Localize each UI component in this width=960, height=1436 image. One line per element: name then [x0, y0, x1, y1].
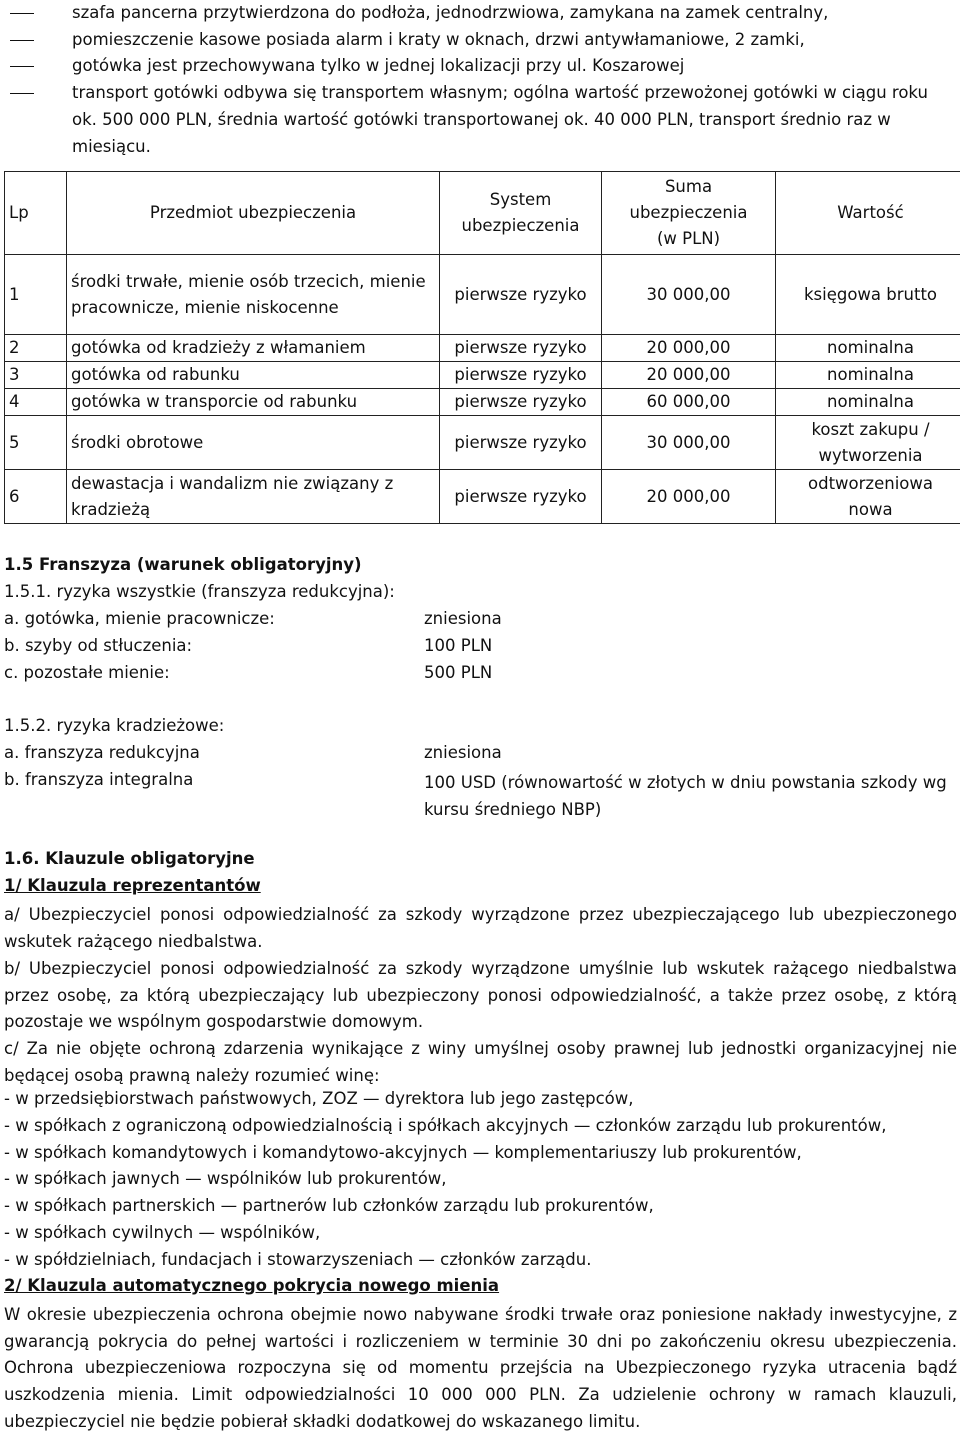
cell-system: pierwsze ryzyko — [440, 362, 602, 389]
list-item: - w spółkach partnerskich — partnerów lub członków zarządu lub prokurentów, — [4, 1196, 654, 1215]
cell-system: pierwsze ryzyko — [440, 470, 602, 524]
cell-lp: 1 — [5, 255, 67, 335]
cell-value: nominalna — [776, 335, 960, 362]
franchise-item-value: 100 USD (równowartość w złotych w dniu powstania szkody wg kursu średniego NBP) — [424, 770, 958, 823]
franchise-sub1-heading: 1.5.1. ryzyka wszystkie (franszyza redukcyjna): — [4, 582, 395, 601]
cell-sum: 30 000,00 — [602, 416, 776, 470]
table-row — [5, 416, 960, 470]
dash-icon — [10, 93, 34, 94]
franchise-item-label: b. szyby od stłuczenia: — [4, 636, 192, 655]
cell-item: dewastacja i wandalizm nie związany z kradzieżą — [67, 470, 440, 524]
cell-lp: 2 — [5, 335, 67, 362]
security-bullet-list — [0, 0, 960, 160]
cell-value: odtworzeniowa nowa — [776, 470, 960, 524]
list-item: - w spółkach z ograniczoną odpowiedzialnością i spółkach akcyjnych — członków zarządu lub prokurentów, — [4, 1116, 886, 1135]
header-sum: Suma ubezpieczenia (w PLN) — [602, 172, 776, 255]
bullet-item: gotówka jest przechowywana tylko w jednej lokalizacji przy ul. Koszarowej — [0, 53, 960, 80]
franchise-item-label: b. franszyza integralna — [4, 770, 193, 789]
table-row — [5, 470, 960, 524]
header-value: Wartość — [776, 172, 960, 255]
franchise-item-value: zniesiona — [424, 609, 502, 628]
cell-lp: 5 — [5, 416, 67, 470]
cell-item: środki trwałe, mienie osób trzecich, mienie pracownicze, mienie niskocenne — [67, 255, 440, 335]
cell-sum: 60 000,00 — [602, 389, 776, 416]
header-system: System ubezpieczenia — [440, 172, 602, 255]
cell-sum: 20 000,00 — [602, 362, 776, 389]
cell-value: księgowa brutto — [776, 255, 960, 335]
table-row — [5, 255, 960, 335]
cell-sum: 30 000,00 — [602, 255, 776, 335]
franchise-item-value: 500 PLN — [424, 663, 492, 682]
cell-sum: 20 000,00 — [602, 470, 776, 524]
table-header-row — [5, 172, 960, 255]
cell-lp: 6 — [5, 470, 67, 524]
franchise-item-label: a. franszyza redukcyjna — [4, 743, 200, 762]
bullet-item: pomieszczenie kasowe posiada alarm i kraty w oknach, drzwi antywłamaniowe, 2 zamki, — [0, 27, 960, 54]
clause-1-paragraph-a: a/ Ubezpieczyciel ponosi odpowiedzialność za szkody wyrządzone przez ubezpieczającego lub ubezpieczonego wskutek rażącego niedbalstwa. — [4, 902, 957, 955]
cell-value: nominalna — [776, 389, 960, 416]
clauses-heading: 1.6. Klauzule obligatoryjne — [4, 849, 255, 868]
table-row — [5, 389, 960, 416]
list-item: - w przedsiębiorstwach państwowych, ZOZ — dyrektora lub jego zastępców, — [4, 1089, 634, 1108]
list-item: - w spółkach jawnych — wspólników lub prokurentów, — [4, 1169, 447, 1188]
bullet-item: szafa pancerna przytwierdzona do podłoża, jednodrzwiowa, zamykana na zamek centralny, — [0, 0, 960, 27]
clause-2-title: 2/ Klauzula automatycznego pokrycia nowego mienia — [4, 1276, 499, 1295]
franchise-heading: 1.5 Franszyza (warunek obligatoryjny) — [4, 555, 362, 574]
cell-item: gotówka w transporcie od rabunku — [67, 389, 440, 416]
list-item: - w spółkach komandytowych i komandytowo-akcyjnych — komplementariuszy lub prokurentów, — [4, 1143, 802, 1162]
franchise-item-label: c. pozostałe mienie: — [4, 663, 170, 682]
insurance-table — [4, 171, 960, 524]
dash-icon — [10, 13, 34, 14]
header-lp: Lp — [5, 172, 67, 255]
cell-value: koszt zakupu / wytworzenia — [776, 416, 960, 470]
franchise-item-value: zniesiona — [424, 743, 502, 762]
cell-value: nominalna — [776, 362, 960, 389]
header-subject: Przedmiot ubezpieczenia — [67, 172, 440, 255]
clause-2-paragraph: W okresie ubezpieczenia ochrona obejmie nowo nabywane środki trwałe oraz poniesione nakłady inwestycyjne, z gwarancją pokrycia do pełnej wartości i rozliczeniem w terminie 30 dni po zakończeniu okresu ubezpieczenia. Ochrona ubezpieczeniowa rozpoczyna się od momentu przejścia na Ubezpieczonego ryzyka utracenia bądź uszkodzenia mienia. Limit odpowiedzialności 10 000 000 PLN. Za udzielenie ochrony w ramach klauzuli, ubezpieczyciel nie będzie pobierał składki dodatkowej do wskazanego limitu. — [4, 1302, 957, 1436]
cell-system: pierwsze ryzyko — [440, 255, 602, 335]
bullet-item: transport gotówki odbywa się transportem własnym; ogólna wartość przewożonej gotówki w ciągu roku ok. 500 000 PLN, średnia wartość gotówki transportowanej ok. 40 000 PLN, transport średnio raz w miesiącu. — [0, 80, 960, 160]
cell-item: gotówka od kradzieży z włamaniem — [67, 335, 440, 362]
cell-item: środki obrotowe — [67, 416, 440, 470]
dash-icon — [10, 40, 34, 41]
cell-lp: 4 — [5, 389, 67, 416]
dash-icon — [10, 66, 34, 67]
clause-1-paragraph-b: b/ Ubezpieczyciel ponosi odpowiedzialność za szkody wyrządzone umyślnie lub wskutek rażącego niedbalstwa przez osobę, za którą ubezpieczający lub ubezpieczony ponosi odpowiedzialność, a także przez osobę, z którą pozostaje we wspólnym gospodarstwie domowym. — [4, 956, 957, 1036]
clause-1-title: 1/ Klauzula reprezentantów — [4, 876, 261, 895]
clause-1-paragraph-c: c/ Za nie objęte ochroną zdarzenia wynikające z winy umyślnej osoby prawnej lub jednostki organizacyjnej nie będącej osobą prawną należy rozumieć winę: — [4, 1036, 957, 1089]
franchise-item-value: 100 PLN — [424, 636, 492, 655]
table-row — [5, 362, 960, 389]
cell-sum: 20 000,00 — [602, 335, 776, 362]
franchise-item-label: a. gotówka, mienie pracownicze: — [4, 609, 275, 628]
cell-lp: 3 — [5, 362, 67, 389]
cell-system: pierwsze ryzyko — [440, 416, 602, 470]
table-row — [5, 335, 960, 362]
list-item: - w spółdzielniach, fundacjach i stowarzyszeniach — członków zarządu. — [4, 1250, 591, 1269]
list-item: - w spółkach cywilnych — wspólników, — [4, 1223, 320, 1242]
cell-system: pierwsze ryzyko — [440, 389, 602, 416]
cell-system: pierwsze ryzyko — [440, 335, 602, 362]
cell-item: gotówka od rabunku — [67, 362, 440, 389]
franchise-sub2-heading: 1.5.2. ryzyka kradzieżowe: — [4, 716, 224, 735]
